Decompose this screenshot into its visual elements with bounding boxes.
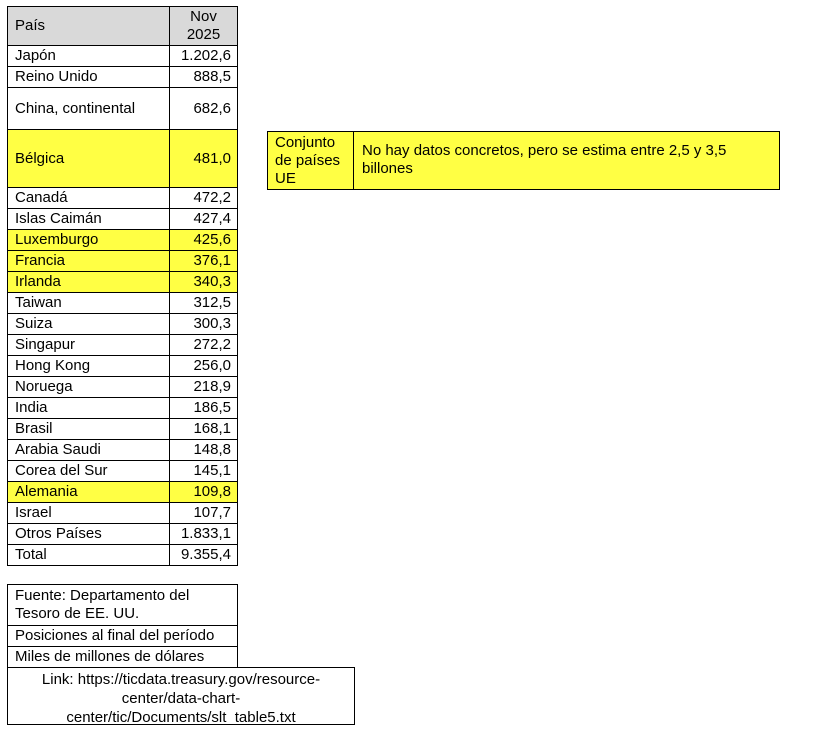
value-cell: 107,7 — [170, 503, 238, 524]
value-cell: 312,5 — [170, 293, 238, 314]
table-row — [8, 46, 238, 67]
total-value: 9.355,4 — [170, 545, 238, 566]
value-cell: 888,5 — [170, 67, 238, 88]
country-cell: Bélgica — [8, 130, 170, 188]
value-cell: 168,1 — [170, 419, 238, 440]
country-column-header: País — [8, 7, 170, 46]
table-row-highlighted — [8, 251, 238, 272]
country-cell: Taiwan — [8, 293, 170, 314]
country-cell: Hong Kong — [8, 356, 170, 377]
table-row-highlighted — [8, 272, 238, 293]
value-cell: 425,6 — [170, 230, 238, 251]
table-row — [8, 356, 238, 377]
table-row — [8, 419, 238, 440]
value-cell: 272,2 — [170, 335, 238, 356]
value-cell: 300,3 — [170, 314, 238, 335]
table-row — [8, 88, 238, 130]
table-row — [8, 335, 238, 356]
table-row — [8, 377, 238, 398]
country-cell: India — [8, 398, 170, 419]
table-row — [8, 67, 238, 88]
table-row — [8, 209, 238, 230]
country-cell: China, continental — [8, 88, 170, 130]
country-cell: Suiza — [8, 314, 170, 335]
country-cell: Brasil — [8, 419, 170, 440]
total-label: Total — [8, 545, 170, 566]
country-cell: Alemania — [8, 482, 170, 503]
period-year: 2025 — [186, 26, 221, 43]
table-row — [8, 503, 238, 524]
country-cell: Corea del Sur — [8, 461, 170, 482]
country-cell: Noruega — [8, 377, 170, 398]
value-cell: 682,6 — [170, 88, 238, 130]
value-cell: 481,0 — [170, 130, 238, 188]
country-cell: Reino Unido — [8, 67, 170, 88]
units-note: Miles de millones de dólares — [8, 647, 238, 668]
country-cell: Arabia Saudi — [8, 440, 170, 461]
period-month: Nov — [190, 8, 217, 25]
country-cell: Japón — [8, 46, 170, 67]
source-link[interactable]: Link: https://ticdata.treasury.gov/resource- center/data-chart- center/tic/Documents/slt_table5.txt — [7, 667, 355, 725]
country-cell: Canadá — [8, 188, 170, 209]
table-header-row — [8, 7, 238, 46]
table-row-highlighted — [8, 230, 238, 251]
source-cell: Fuente: Departamento del Tesoro de EE. UU. — [8, 585, 238, 626]
country-cell: Francia — [8, 251, 170, 272]
eu-label: Conjunto de países UE — [268, 132, 354, 190]
country-cell: Singapur — [8, 335, 170, 356]
table-row — [8, 188, 238, 209]
value-cell: 1.202,6 — [170, 46, 238, 67]
country-cell: Luxemburgo — [8, 230, 170, 251]
table-row — [8, 440, 238, 461]
value-cell: 256,0 — [170, 356, 238, 377]
value-cell: 218,9 — [170, 377, 238, 398]
value-cell: 340,3 — [170, 272, 238, 293]
value-cell: 472,2 — [170, 188, 238, 209]
source-notes — [7, 584, 238, 668]
table-row — [8, 314, 238, 335]
total-row — [8, 545, 238, 566]
country-cell: Israel — [8, 503, 170, 524]
value-cell: 376,1 — [170, 251, 238, 272]
country-cell: Islas Caimán — [8, 209, 170, 230]
value-cell: 145,1 — [170, 461, 238, 482]
positions-note: Posiciones al final del período — [8, 626, 238, 647]
value-cell: 186,5 — [170, 398, 238, 419]
table-row — [8, 461, 238, 482]
table-row — [8, 524, 238, 545]
period-column-header — [170, 7, 238, 46]
table-row-highlighted — [8, 130, 238, 188]
country-cell: Irlanda — [8, 272, 170, 293]
eu-note-text: No hay datos concretos, pero se estima entre 2,5 y 3,5 billones — [354, 132, 780, 190]
value-cell: 148,8 — [170, 440, 238, 461]
holdings-table — [7, 6, 238, 566]
table-row — [8, 293, 238, 314]
country-cell: Otros Países — [8, 524, 170, 545]
value-cell: 109,8 — [170, 482, 238, 503]
value-cell: 1.833,1 — [170, 524, 238, 545]
table-row — [8, 398, 238, 419]
table-row-highlighted — [8, 482, 238, 503]
value-cell: 427,4 — [170, 209, 238, 230]
eu-note-box — [267, 131, 780, 190]
